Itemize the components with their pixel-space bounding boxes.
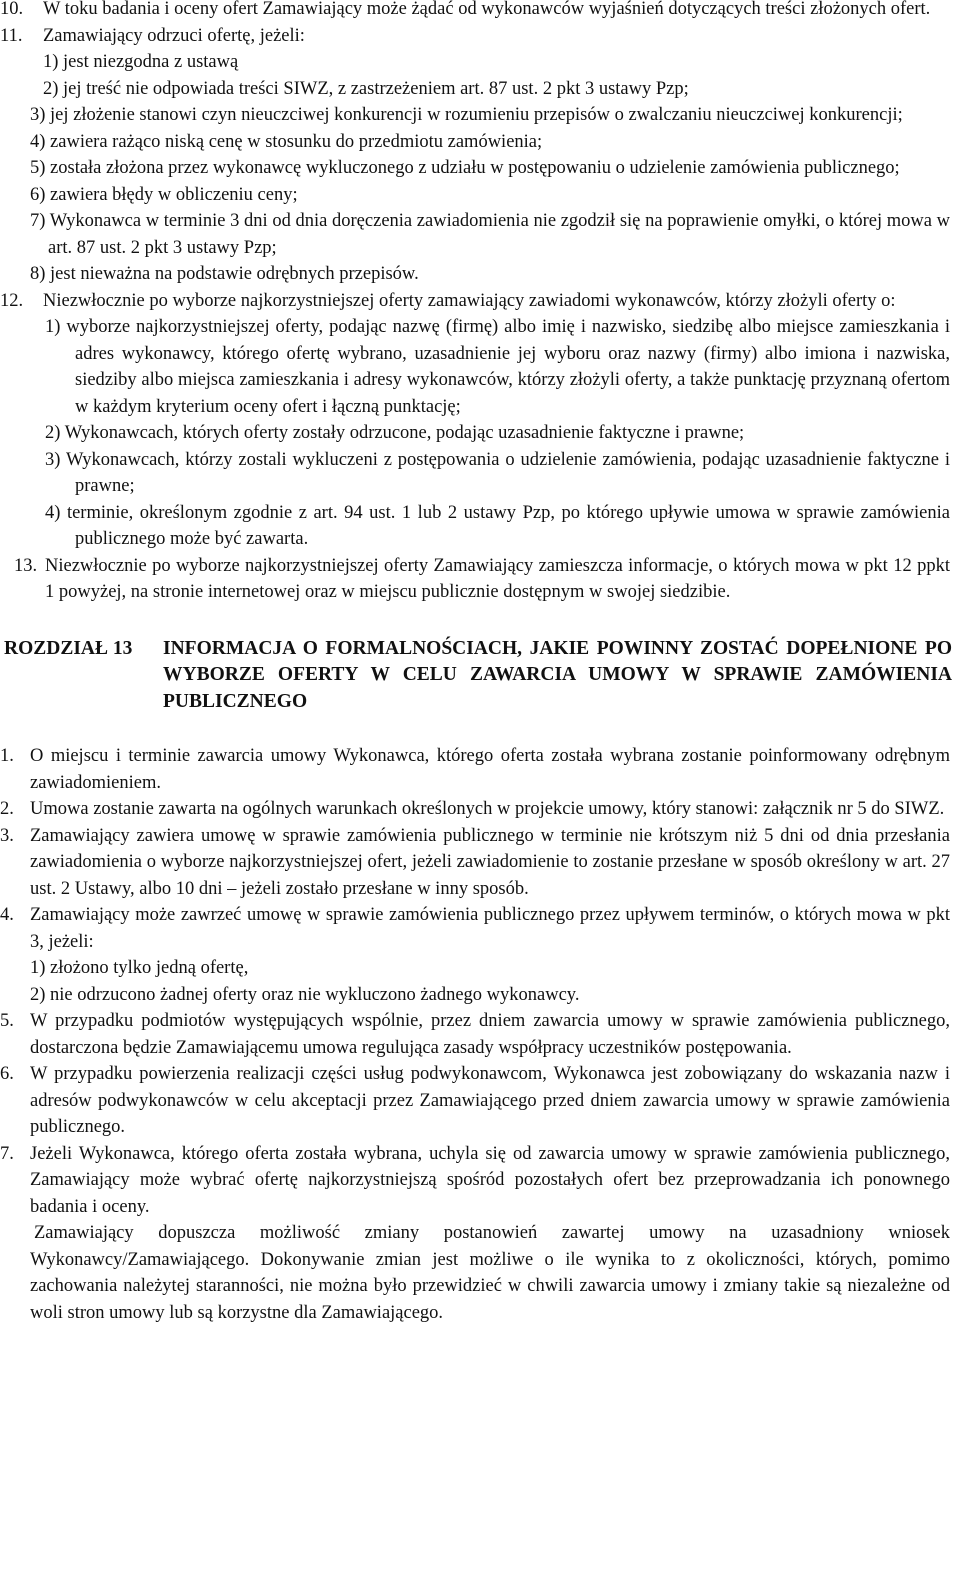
- closing-paragraph: Zamawiający dopuszcza możliwość zmiany postanowień zawartej umowy na uzasadniony wniosek Wykonawcy/Zamawiającego. Dokonywanie zmian jest możliwe o ile wynika to z okoliczności, których, pomimo zachowania należytej staranności, nie można było przewidzieć w chwili zawarcia umowy i zmiany takie są niezależne od woli stron umowy lub są korzystne dla Zamawiającego.: [30, 1223, 950, 1323]
- chapter-item-5: [0, 1008, 960, 1061]
- list-item-12: [0, 288, 960, 553]
- item-11-subitems: [30, 49, 950, 288]
- chapter-item-2: [0, 796, 960, 823]
- chapter-item-3: [0, 823, 960, 903]
- subitem: 4) terminie, określonym zgodnie z art. 94 ust. 1 lub 2 ustawy Pzp, po którego upływie umowa w sprawie zamówienia publicznego może być zawarta.: [45, 502, 950, 549]
- item-text: Umowa zostanie zawarta na ogólnych warunkach określonych w projekcie umowy, który stanowi: załącznik nr 5 do SIWZ.: [30, 799, 945, 819]
- chapter-item-7: [0, 1141, 960, 1221]
- subitem: 3) Wykonawcach, którzy zostali wykluczeni z postępowania o udzielenie zamówienia, podając uzasadnienie faktyczne i prawne;: [45, 449, 950, 496]
- item-text: Zamawiający odrzuci ofertę, jeżeli:: [43, 25, 305, 46]
- item-text: W przypadku podmiotów występujących wspólnie, przez dniem zawarcia umowy w sprawie zamówienia publicznego, dostarczona będzie Zamawiającemu umowa regulująca zasady współpracy uczestników postępowania.: [30, 1011, 950, 1058]
- subitem: 4) zawiera rażąco niską cenę w stosunku do przedmiotu zamówienia;: [30, 131, 543, 152]
- item-text: Zamawiający może zawrzeć umowę w sprawie zamówienia publicznego przez upływem terminów, o których mowa w pkt 3, jeżeli:: [30, 905, 950, 952]
- subitem: 2) Wykonawcach, których oferty zostały odrzucone, podając uzasadnienie faktyczne i prawne;: [45, 423, 745, 443]
- item-text: W przypadku powierzenia realizacji części usług podwykonawcom, Wykonawca jest zobowiązany do wskazania nazw i adresów podwykonawców w celu akceptacji przez Zamawiającego przed dniem zawarcia umowy w sprawie zamówienia publicznego.: [30, 1064, 950, 1137]
- subitem: 2) nie odrzucono żadnej oferty oraz nie wykluczono żadnego wykonawcy.: [30, 984, 580, 1005]
- chapter-item-4: [0, 902, 960, 1008]
- item-12-subitems: [45, 314, 950, 553]
- subitem: 7) Wykonawca w terminie 3 dni od dnia doręczenia zawiadomienia nie zgodził się na poprawienie omyłki, o której mowa w art. 87 ust. 2 pkt 3 ustawy Pzp;: [30, 211, 950, 258]
- subitem: 5) została złożona przez wykonawcę wykluczonego z udziału w postępowaniu o udzielenie zamówienia publicznego;: [30, 158, 900, 178]
- item-number: 4.: [0, 905, 14, 925]
- item-number: 10.: [0, 0, 24, 19]
- item-number: 11.: [0, 25, 23, 46]
- item-text: O miejscu i terminie zawarcia umowy Wykonawca, którego oferta została wybrana zostanie poinformowany odrębnym zawiadomieniem.: [30, 746, 950, 793]
- subitem: 8) jest nieważna na podstawie odrębnych przepisów.: [30, 264, 419, 284]
- item-number: 2.: [0, 799, 14, 819]
- subitem: 3) jej złożenie stanowi czyn nieuczciwej konkurencji w rozumieniu przepisów o zwalczaniu nieuczciwej konkurencji;: [30, 105, 903, 125]
- item-text: Niezwłocznie po wyborze najkorzystniejszej oferty Zamawiający zamieszcza informacje, o których mowa w pkt 12 ppkt 1 powyżej, na stronie internetowej oraz w miejscu publicznie dostępnym w swojej siedzibie.: [45, 555, 950, 602]
- item-text: Zamawiający zawiera umowę w sprawie zamówienia publicznego w terminie nie krótszym niż 5 dni od dnia przesłania zawiadomienia o wyborze najkorzystniejszej ofert, jeżeli zawiadomienie to zostanie przesłane w sposób określony w art. 27 ust. 2 Ustawy, albo 10 dni – jeżeli zostało przesłane w inny sposób.: [30, 825, 950, 899]
- chapter-heading: [0, 636, 960, 716]
- chapter-label: ROZDZIAŁ 13: [4, 637, 133, 659]
- subitem: 1) wyborze najkorzystniejszej oferty, podając nazwę (firmę) albo imię i nazwisko, siedzibę albo miejsce zamieszkania i adres wykonawcy, którego ofertę wybrano, uzasadnienie jej wyboru oraz nazwy (firmy) albo imiona i nazwiska, siedziby albo miejsca zamieszkania i adresy wykonawców, którzy złożyli oferty, a także punktację przyznaną ofertom w każdym kryterium oceny ofert i łączną punktację;: [45, 317, 950, 417]
- item-text: Jeżeli Wykonawca, którego oferta została wybrana, uchyla się od zawarcia umowy w sprawie zamówienia publicznego, Zamawiający może wybrać ofertę najkorzystniejszą spośród pozostałych ofert bez przeprowadzania ich ponownego badania i oceny.: [30, 1143, 950, 1217]
- item-number: 1.: [0, 746, 14, 766]
- chapter-item-1: [0, 743, 960, 796]
- subitem: 6) zawiera błędy w obliczeniu ceny;: [30, 184, 298, 205]
- item-text: W toku badania i oceny ofert Zamawiający może żądać od wykonawców wyjaśnień dotyczących treści złożonych ofert.: [43, 0, 931, 19]
- item-number: 7.: [0, 1143, 14, 1164]
- list-item-11: [0, 23, 960, 288]
- chapter-items: [0, 743, 960, 1326]
- item-number: 12.: [0, 290, 24, 311]
- subitem: 1) złożono tylko jedną ofertę,: [30, 958, 249, 978]
- chapter-item-6: [0, 1061, 960, 1141]
- item-text: Niezwłocznie po wyborze najkorzystniejszej oferty zamawiający zawiadomi wykonawców, którzy złożyli oferty o:: [43, 290, 896, 311]
- item-number: 13.: [14, 555, 38, 576]
- list-item-10: [0, 0, 960, 23]
- item-number: 3.: [0, 825, 14, 846]
- item-number: 6.: [0, 1064, 14, 1084]
- chapter-title: INFORMACJA O FORMALNOŚCIACH, JAKIE POWINNY ZOSTAĆ DOPEŁNIONE PO WYBORZE OFERTY W CELU ZAWARCIA UMOWY W SPRAWIE ZAMÓWIENIA PUBLICZNEGO: [163, 637, 952, 712]
- subitem: 1) jest niezgodna z ustawą: [43, 52, 239, 72]
- list-item-13: [0, 553, 960, 606]
- subitem: 2) jej treść nie odpowiada treści SIWZ, z zastrzeżeniem art. 87 ust. 2 pkt 3 ustawy Pzp;: [43, 78, 689, 99]
- item-number: 5.: [0, 1011, 14, 1031]
